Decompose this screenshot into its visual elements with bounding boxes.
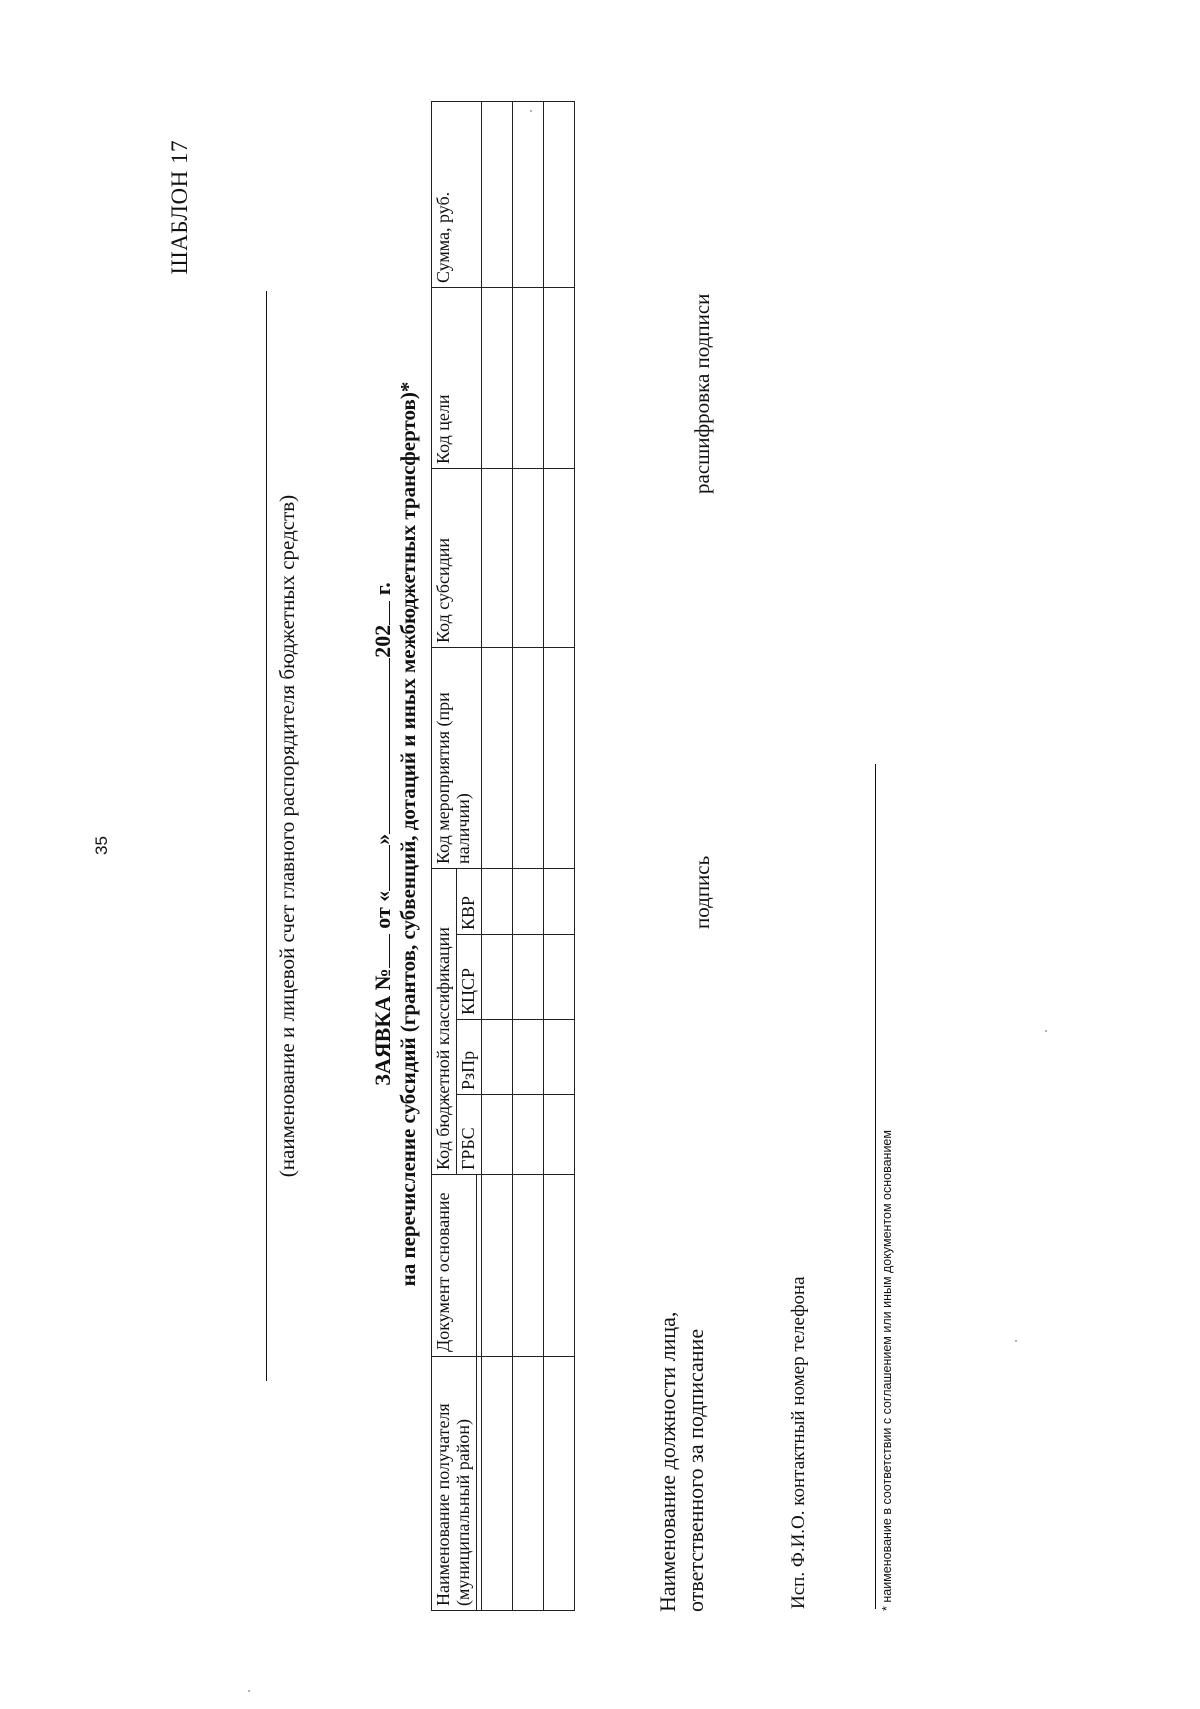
template-label: ШАБЛОН 17 (167, 140, 192, 275)
title-close-quote: » (370, 833, 395, 845)
table-cell[interactable] (481, 101, 512, 287)
table-cell[interactable] (543, 647, 574, 868)
table-cell[interactable] (481, 1357, 512, 1611)
header-event-code: Код мероприятия (при наличии) (432, 647, 482, 868)
table-cell[interactable] (481, 935, 512, 1020)
table-cell[interactable] (481, 1095, 512, 1175)
table-cell[interactable] (512, 1175, 543, 1357)
table-row (543, 101, 574, 1610)
subheader-rzpr: РзПр (456, 1020, 481, 1095)
table-cell[interactable] (543, 935, 574, 1020)
footnote: * наименование в соответствии с соглашением или иным документом основанием (880, 1130, 894, 1611)
table-cell[interactable] (543, 468, 574, 647)
table-cell[interactable] (512, 868, 543, 934)
table-cell[interactable] (512, 647, 543, 868)
footnote-divider (875, 764, 876, 1609)
table-row (481, 101, 512, 1610)
table-row (512, 101, 543, 1610)
table-cell[interactable] (481, 868, 512, 934)
header-subsidy-code: Код субсидии (432, 468, 482, 647)
table-cell[interactable] (512, 101, 543, 287)
table-cell[interactable] (481, 647, 512, 868)
header-amount: Сумма, руб. (432, 101, 482, 287)
header-goal-code: Код цели (432, 287, 482, 468)
table-cell[interactable] (512, 468, 543, 647)
signature-label: подпись (690, 855, 714, 929)
day-field[interactable] (371, 845, 390, 891)
table-cell[interactable] (481, 1020, 512, 1095)
form-title (370, 289, 396, 1379)
table-cell[interactable] (481, 287, 512, 468)
executor-contact: Исп. Ф.И.О. контактный номер телефона (788, 1276, 809, 1609)
subheader-kcsr: КЦСР (456, 935, 481, 1020)
table-cell[interactable] (543, 868, 574, 934)
title-from: от « (370, 890, 395, 929)
title-year-suffix: г. (370, 582, 395, 596)
table-cell[interactable] (512, 1020, 543, 1095)
table-cell[interactable] (512, 1095, 543, 1175)
page-number: 35 (92, 836, 111, 855)
table-cell[interactable] (543, 287, 574, 468)
subheader-kvr: КВР (456, 868, 481, 934)
table-cell[interactable] (543, 1095, 574, 1175)
authority-caption: (наименование и лицевой счет главного распорядителя бюджетных средств) (275, 494, 299, 1178)
table-cell[interactable] (543, 1357, 574, 1611)
title-year: 202 (370, 624, 395, 658)
signature-decode-label: расшифровка подписи (690, 293, 714, 494)
subheader-grbs: ГРБС (456, 1095, 481, 1175)
signatory-position (654, 1312, 709, 1612)
table-cell[interactable] (481, 1175, 512, 1357)
request-number-field[interactable] (371, 934, 390, 968)
header-recipient: Наименование получателя (муниципальный район) (432, 1357, 477, 1611)
table-cell[interactable] (512, 935, 543, 1020)
table-cell[interactable] (543, 1175, 574, 1357)
table-cell[interactable] (481, 468, 512, 647)
title-prefix: ЗАЯВКА № (370, 968, 395, 1086)
authority-input-line[interactable] (266, 291, 267, 1381)
table-cell[interactable] (512, 1357, 543, 1611)
month-field[interactable] (371, 658, 390, 834)
form-subtitle: на перечисление субсидий (грантов, субвенций, дотаций и иных межбюджетных трансфертов)* (396, 381, 420, 1287)
request-table (431, 101, 575, 1611)
table-cell[interactable] (543, 101, 574, 287)
table-cell[interactable] (512, 287, 543, 468)
signatory-position-line1: Наименование должности лица, (655, 1311, 680, 1612)
header-document: Документ основание (432, 1175, 477, 1357)
table-cell[interactable] (543, 1020, 574, 1095)
signatory-position-line2: ответственного за подписание (682, 1328, 708, 1612)
year-field[interactable] (371, 601, 390, 625)
header-budget-code: Код бюджетной классификации (432, 868, 457, 1174)
